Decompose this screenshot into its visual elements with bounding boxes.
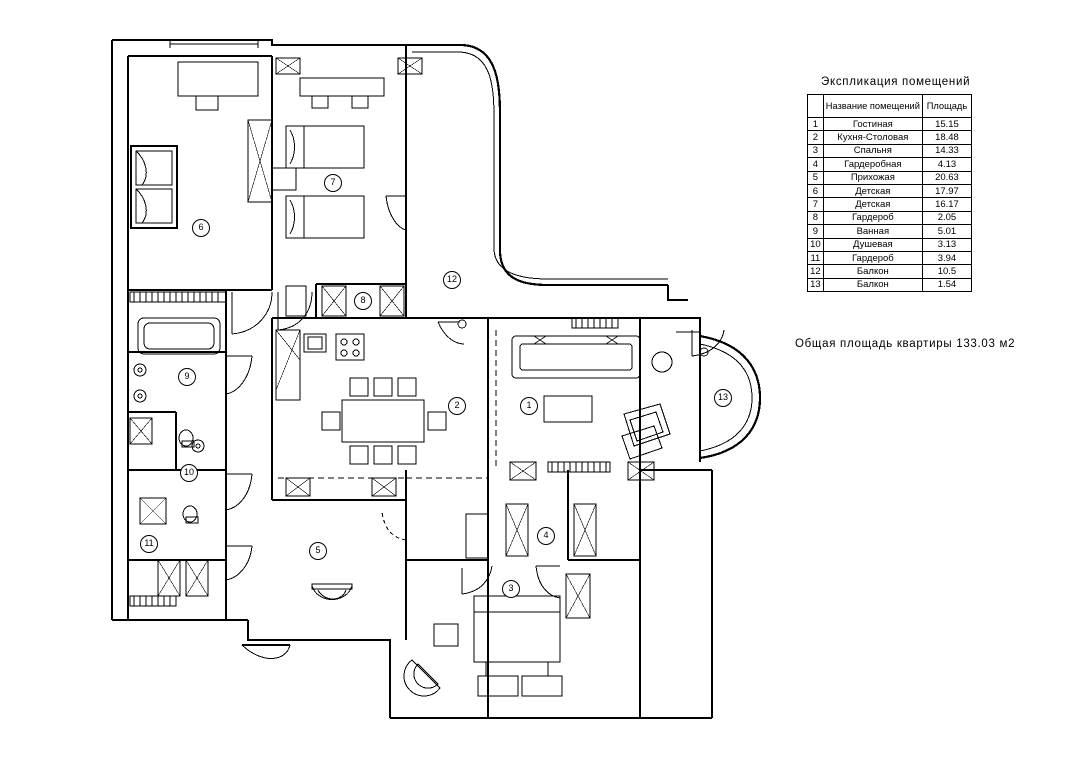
cell-name: Кухня-Столовая (823, 131, 922, 144)
room-marker-7: 7 (324, 174, 342, 192)
cell-name: Ванная (823, 225, 922, 238)
cell-num: 4 (808, 158, 824, 171)
total-area-label: Общая площадь квартиры 133.03 м2 (795, 338, 1016, 350)
cell-name: Гостиная (823, 118, 922, 131)
table-row (808, 265, 972, 278)
legend-header-num (808, 95, 824, 118)
cell-num: 5 (808, 171, 824, 184)
cell-num: 1 (808, 118, 824, 131)
cell-area: 14.33 (922, 144, 971, 157)
cell-num: 11 (808, 251, 824, 264)
room-marker-5: 5 (309, 542, 327, 560)
cell-area: 20.63 (922, 171, 971, 184)
cell-area: 4.13 (922, 158, 971, 171)
cell-area: 15.15 (922, 118, 971, 131)
room-marker-11: 11 (140, 535, 158, 553)
cell-area: 3.13 (922, 238, 971, 251)
legend-table (807, 94, 972, 292)
table-row (808, 225, 972, 238)
cell-num: 13 (808, 278, 824, 291)
legend-header-name: Название помещений (823, 95, 922, 118)
cell-num: 2 (808, 131, 824, 144)
cell-num: 12 (808, 265, 824, 278)
room-marker-2: 2 (448, 397, 466, 415)
room-marker-8: 8 (354, 292, 372, 310)
cell-name: Прихожая (823, 171, 922, 184)
table-row (808, 198, 972, 211)
cell-name: Душевая (823, 238, 922, 251)
table-row (808, 184, 972, 197)
table-row (808, 251, 972, 264)
table-row (808, 238, 972, 251)
cell-name: Балкон (823, 265, 922, 278)
table-row (808, 131, 972, 144)
cell-name: Детская (823, 198, 922, 211)
cell-area: 3.94 (922, 251, 971, 264)
room-marker-12: 12 (443, 271, 461, 289)
legend-header-row (808, 95, 972, 118)
table-row (808, 118, 972, 131)
room-marker-10: 10 (180, 464, 198, 482)
table-row (808, 144, 972, 157)
legend-title: Экспликация помещений (821, 76, 971, 88)
cell-name: Балкон (823, 278, 922, 291)
room-marker-9: 9 (178, 368, 196, 386)
cell-area: 16.17 (922, 198, 971, 211)
room-marker-4: 4 (537, 527, 555, 545)
legend-header-area: Площадь (922, 95, 971, 118)
cell-name: Спальня (823, 144, 922, 157)
room-marker-3: 3 (502, 580, 520, 598)
cell-name: Гардероб (823, 251, 922, 264)
cell-area: 2.05 (922, 211, 971, 224)
cell-area: 10.5 (922, 265, 971, 278)
cell-area: 18.48 (922, 131, 971, 144)
cell-num: 8 (808, 211, 824, 224)
cell-num: 7 (808, 198, 824, 211)
cell-area: 17.97 (922, 184, 971, 197)
cell-name: Детская (823, 184, 922, 197)
cell-num: 3 (808, 144, 824, 157)
cell-num: 9 (808, 225, 824, 238)
cell-num: 6 (808, 184, 824, 197)
cell-area: 1.54 (922, 278, 971, 291)
table-row (808, 171, 972, 184)
cell-name: Гардеробная (823, 158, 922, 171)
legend-panel (795, 76, 1060, 292)
table-row (808, 211, 972, 224)
table-row (808, 278, 972, 291)
room-marker-6: 6 (192, 219, 210, 237)
cell-name: Гардероб (823, 211, 922, 224)
cell-area: 5.01 (922, 225, 971, 238)
room-marker-13: 13 (714, 389, 732, 407)
cell-num: 10 (808, 238, 824, 251)
room-marker-1: 1 (520, 397, 538, 415)
table-row (808, 158, 972, 171)
